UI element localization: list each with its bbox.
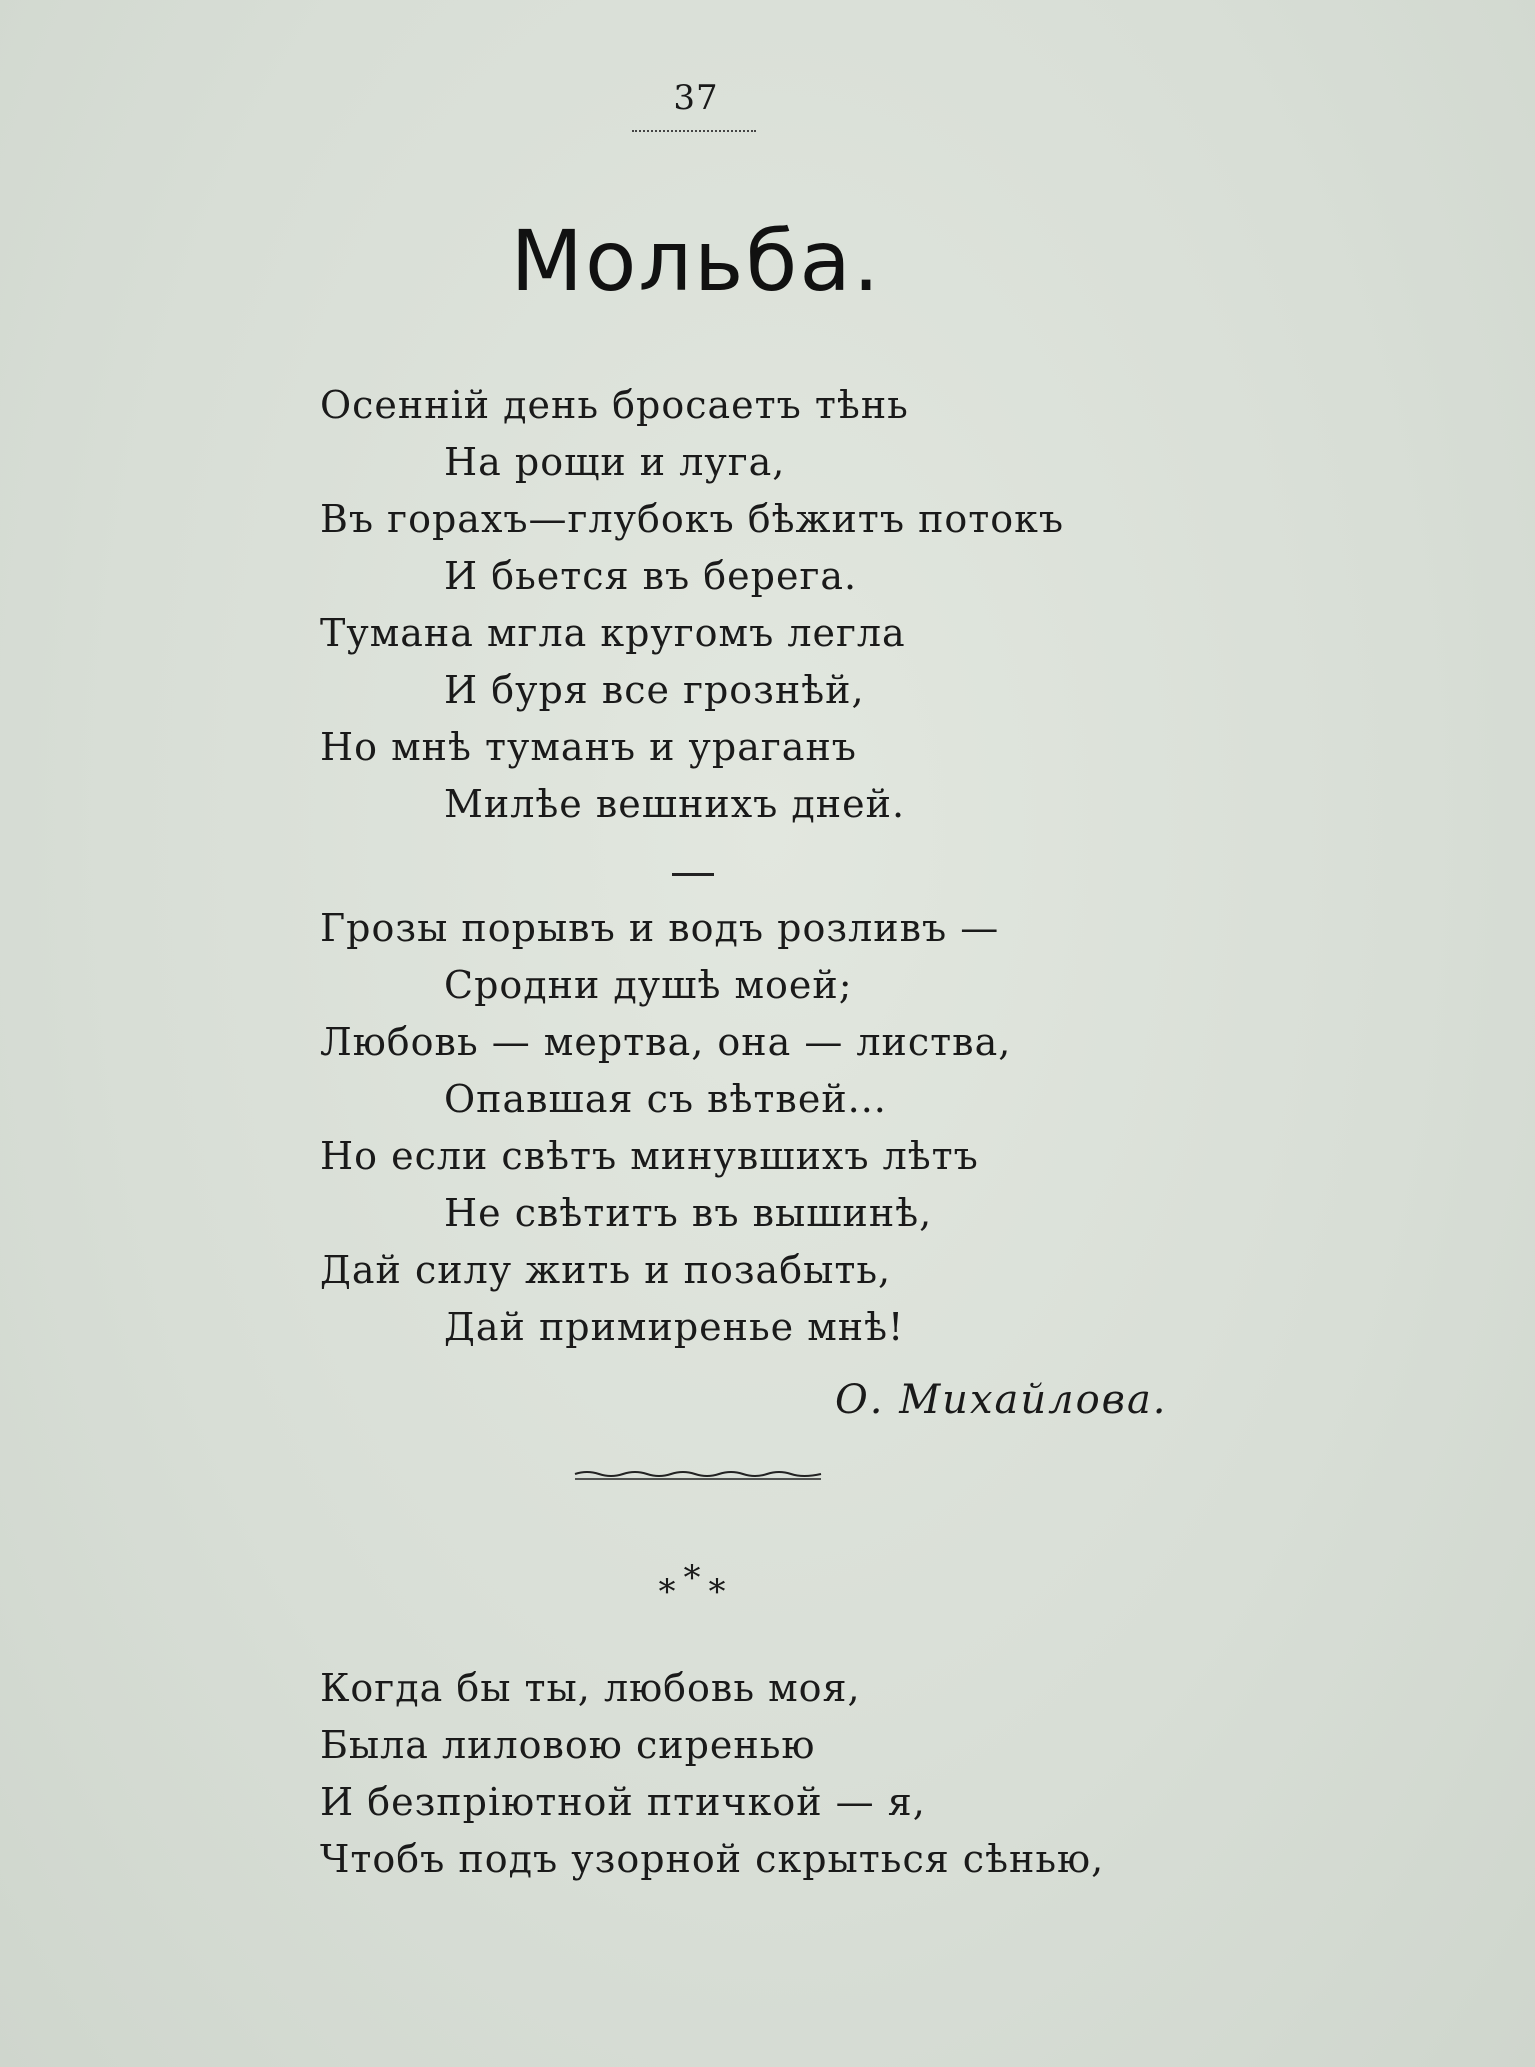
asterism-star: *: [683, 1558, 709, 1598]
poem-line: Грозы порывъ и водъ розливъ —: [320, 906, 1000, 950]
poem-line: И буря все грознѣй,: [444, 668, 865, 712]
poem-line: Но если свѣтъ минувшихъ лѣтъ: [320, 1134, 979, 1178]
poem-stanza-2: [320, 900, 1011, 1356]
poem-line: И бьется въ берега.: [444, 554, 858, 598]
poem-line: Чтобъ подъ узорной скрыться сѣнью,: [320, 1837, 1105, 1881]
poem-line: Опавшая съ вѣтвей...: [444, 1077, 887, 1121]
poem-stanza-1: [320, 377, 1064, 833]
poem-title: Мольба.: [510, 212, 882, 310]
asterism-star: *: [708, 1572, 734, 1612]
poem-line: Не свѣтитъ въ вышинѣ,: [444, 1191, 933, 1235]
poem-line: Но мнѣ туманъ и ураганъ: [320, 725, 857, 769]
page-number: 37: [673, 78, 719, 118]
poem-line: Сродни душѣ моей;: [444, 963, 853, 1007]
poem-line: Милѣе вешнихъ дней.: [444, 782, 906, 826]
wavy-rule-ornament: [573, 1466, 823, 1486]
stanza-divider: [672, 873, 714, 876]
poem-line: Когда бы ты, любовь моя,: [320, 1666, 861, 1710]
poem-line: Тумана мгла кругомъ легла: [320, 611, 906, 655]
poem-line: Дай силу жить и позабыть,: [320, 1248, 892, 1292]
poem-line: Осеннiй день бросаетъ тѣнь: [320, 383, 909, 427]
poem-line: Дай примиренье мнѣ!: [444, 1305, 905, 1349]
asterism: [0, 1558, 1392, 1612]
page-number-rule: [632, 130, 756, 132]
asterism-star: *: [658, 1572, 684, 1612]
poem-line: Была лиловою сиренью: [320, 1723, 816, 1767]
poem-line: Въ горахъ—глубокъ бѣжитъ потокъ: [320, 497, 1065, 541]
poem-line: Любовь — мертва, она — листва,: [320, 1020, 1012, 1064]
poem-line: И безпрiютной птичкой — я,: [320, 1780, 926, 1824]
poem-2-stanza: [320, 1660, 1104, 1888]
poem-line: На рощи и луга,: [444, 440, 786, 484]
author-signature: О. Михайлова.: [835, 1377, 1168, 1423]
